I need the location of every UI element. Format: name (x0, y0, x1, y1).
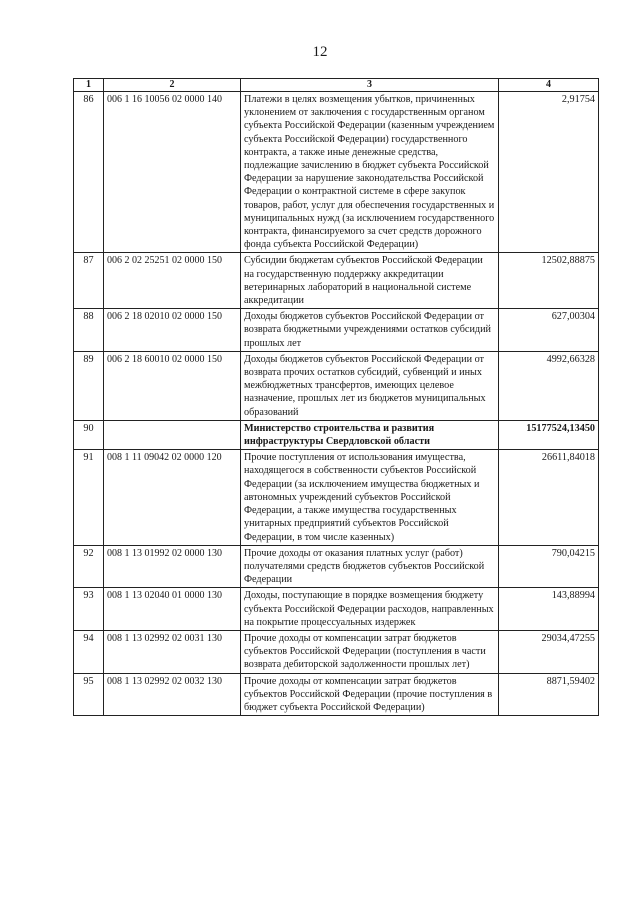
row-amount: 4992,66328 (499, 351, 599, 420)
table-row (74, 309, 599, 352)
page-number: 12 (312, 44, 328, 60)
row-description: Прочие доходы от оказания платных услуг (работ) получателями средств бюджетов субъектов Российской Федерации (241, 545, 499, 588)
table-row (74, 92, 599, 253)
row-description: Доходы, поступающие в порядке возмещения бюджету субъекта Российской Федерации расходов, направленных на покрытие процессуальных издержек (241, 588, 499, 631)
revenue-table (73, 78, 599, 716)
budget-code: 008 1 13 02992 02 0031 130 (104, 630, 241, 673)
table-row (74, 351, 599, 420)
budget-code (104, 420, 241, 449)
column-header-description: 3 (241, 79, 499, 92)
table-header-row (74, 79, 599, 92)
row-amount: 627,00304 (499, 309, 599, 352)
row-number: 86 (74, 92, 104, 253)
column-header-code: 2 (104, 79, 241, 92)
row-amount: 12502,88875 (499, 253, 599, 309)
row-amount: 15177524,13450 (499, 420, 599, 449)
row-amount: 143,88994 (499, 588, 599, 631)
row-amount: 26611,84018 (499, 450, 599, 545)
budget-code: 006 2 18 60010 02 0000 150 (104, 351, 241, 420)
table-row (74, 630, 599, 673)
row-description: Прочие доходы от компенсации затрат бюджетов субъектов Российской Федерации (прочие поступления в бюджет субъекта Российской Федерации) (241, 673, 499, 716)
row-description: Министерство строительства и развития инфраструктуры Свердловской области (241, 420, 499, 449)
table-row (74, 450, 599, 545)
row-amount: 8871,59402 (499, 673, 599, 716)
row-amount: 2,91754 (499, 92, 599, 253)
row-number: 94 (74, 630, 104, 673)
table-row (74, 545, 599, 588)
budget-code: 008 1 13 02992 02 0032 130 (104, 673, 241, 716)
row-number: 89 (74, 351, 104, 420)
table-row (74, 253, 599, 309)
row-description: Субсидии бюджетам субъектов Российской Федерации на государственную поддержку аккредитации ветеринарных лабораторий в национальной системе аккредитации (241, 253, 499, 309)
budget-code: 006 2 18 02010 02 0000 150 (104, 309, 241, 352)
column-header-number: 1 (74, 79, 104, 92)
row-number: 95 (74, 673, 104, 716)
row-number: 87 (74, 253, 104, 309)
row-amount: 29034,47255 (499, 630, 599, 673)
row-number: 92 (74, 545, 104, 588)
row-number: 93 (74, 588, 104, 631)
table-row (74, 420, 599, 449)
row-description: Платежи в целях возмещения убытков, причиненных уклонением от заключения с государственным органом субъекта Российской Федерации (казенным учреждением субъекта Российской Федерации) государственного контракта, а также иные денежные средства, подлежащие зачислению в бюджет субъекта Российской Федерации за нарушение законодательства Российской Федерации о контрактной системе в сфере закупок товаров, работ, услуг для обеспечения государственных и муниципальных нужд (за исключением государственного контракта, финансируемого за счет средств дорожного фонда субъекта Российской Федерации) (241, 92, 499, 253)
table-row (74, 588, 599, 631)
row-description: Доходы бюджетов субъектов Российской Федерации от возврата прочих остатков субсидий, субвенций и иных межбюджетных трансфертов, имеющих целевое назначение, прошлых лет из бюджетов муниципальных образований (241, 351, 499, 420)
budget-code: 008 1 13 01992 02 0000 130 (104, 545, 241, 588)
column-header-amount: 4 (499, 79, 599, 92)
row-amount: 790,04215 (499, 545, 599, 588)
budget-code: 006 2 02 25251 02 0000 150 (104, 253, 241, 309)
budget-code: 008 1 13 02040 01 0000 130 (104, 588, 241, 631)
budget-code: 008 1 11 09042 02 0000 120 (104, 450, 241, 545)
row-description: Прочие поступления от использования имущества, находящегося в собственности субъектов Российской Федерации (за исключением имущества бюджетных и автономных учреждений субъектов Российской Федерации, а также имущества государственных унитарных предприятий субъектов Российской Федерации, в том числе казенных) (241, 450, 499, 545)
row-number: 90 (74, 420, 104, 449)
row-description: Доходы бюджетов субъектов Российской Федерации от возврата бюджетными учреждениями остатков субсидий прошлых лет (241, 309, 499, 352)
row-description: Прочие доходы от компенсации затрат бюджетов субъектов Российской Федерации (поступления в части возврата дебиторской задолженности прошлых лет) (241, 630, 499, 673)
row-number: 91 (74, 450, 104, 545)
row-number: 88 (74, 309, 104, 352)
budget-code: 006 1 16 10056 02 0000 140 (104, 92, 241, 253)
table-row (74, 673, 599, 716)
